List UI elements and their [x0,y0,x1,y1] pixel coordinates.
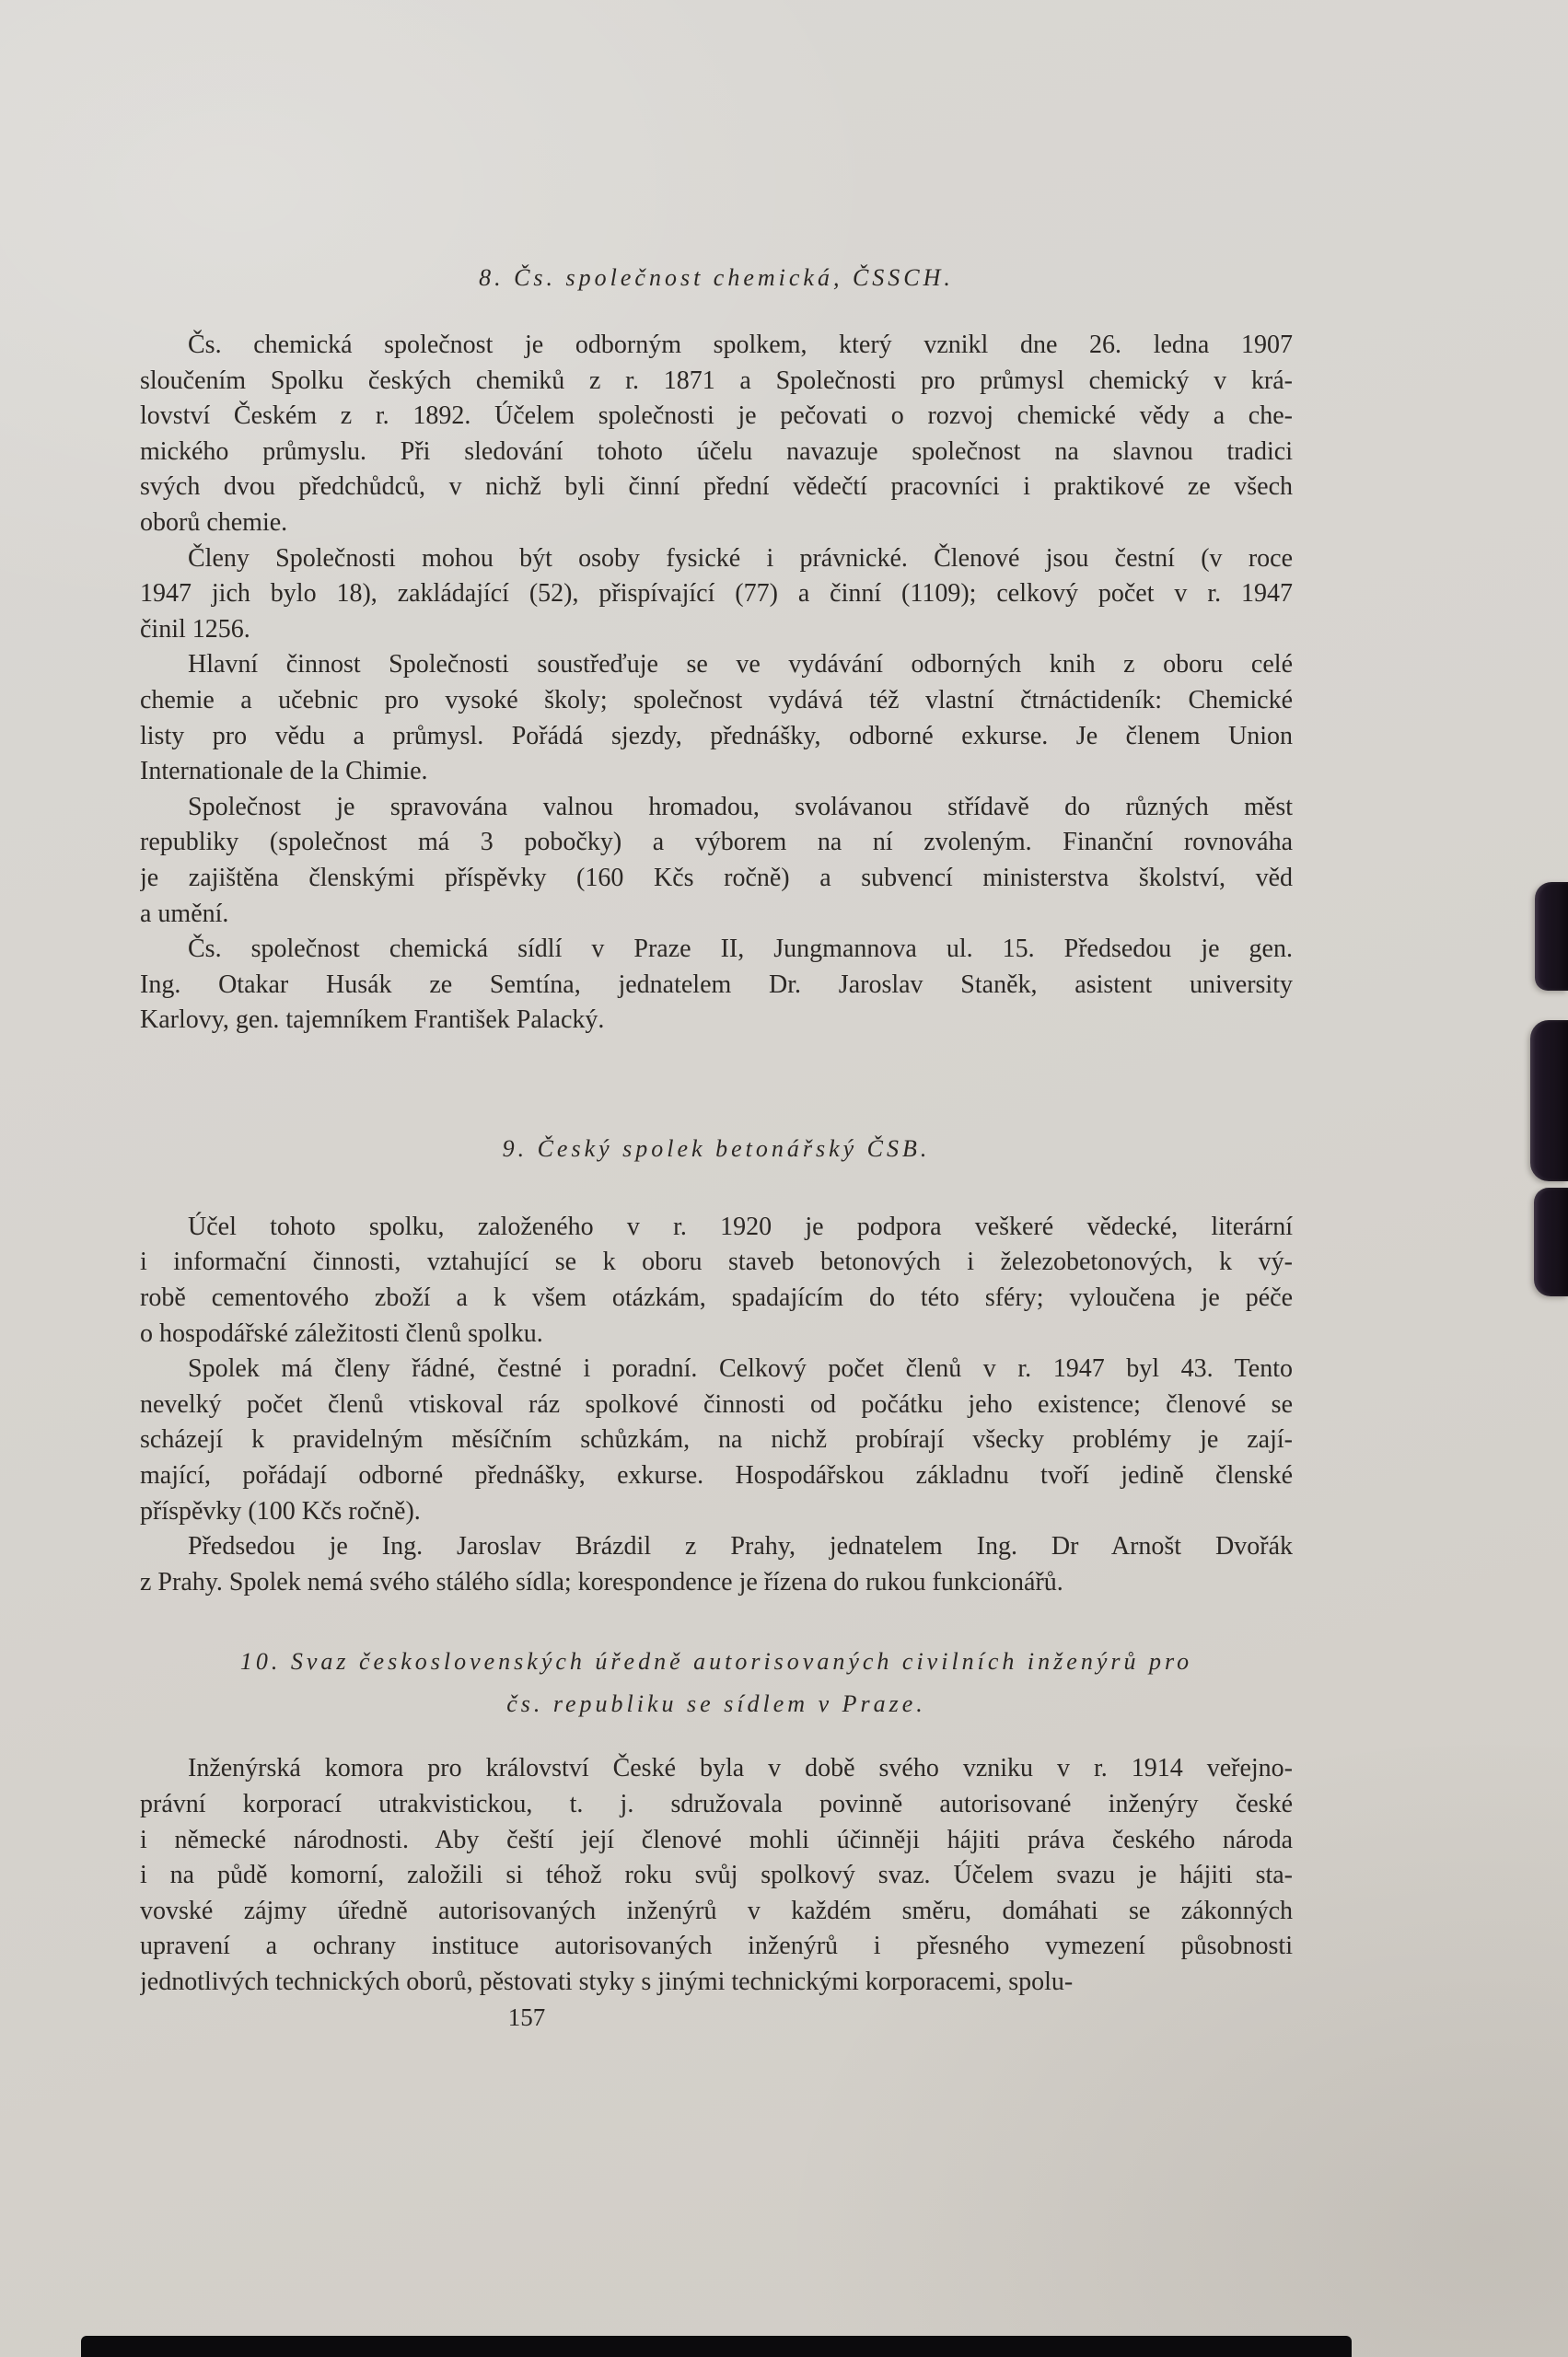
text-line: jednotlivých technických oborů, pěstovati styky s jinými technickými korporacemi, spolu- [140,1967,1074,1996]
text-line: a umění. [140,899,229,928]
table-edge-bar [81,2336,1352,2357]
text-line: příspěvky (100 Kčs ročně). [140,1496,421,1526]
text-line: Internationale de la Chimie. [140,757,428,786]
heading-line: čs. republiku se sídlem v Praze. [506,1690,926,1718]
text-line: Čs. chemická společnost je odborným spolkem, který vznikl dne 26. ledna 1907 [188,331,1293,359]
text-line: Inženýrská komora pro království České byla v době svého vzniku v r. 1914 veřejno- [188,1754,1293,1783]
text-line: i na půdě komorní, založili si téhož roku svůj spolkový svaz. Účelem svazu je hájiti sta- [140,1861,1293,1890]
text-line: i německé národnosti. Aby čeští její členové mohli účinněji hájiti práva českého národa [140,1825,1293,1854]
paragraph-7 [140,1352,1293,1529]
text-line: nevelký počet členů vtiskoval ráz spolkové činnosti od počátku jeho existence; členové se [140,1389,1293,1419]
heading-line: 8. Čs. společnost chemická, ČSSCH. [479,264,954,291]
paragraph-6 [140,1210,1293,1352]
paragraph-2 [140,541,1293,648]
text-line: je zajištěna členskými příspěvky (160 Kčs ročně) a subvencí ministerstva školství, věd [140,863,1293,892]
text-line: Karlovy, gen. tajemníkem František Palacký. [140,1005,605,1035]
paragraph-1 [140,328,1293,541]
text-line: mající, pořádají odborné přednášky, exkurse. Hospodářskou základnu tvoří jedině členské [140,1461,1293,1491]
binding-coil [1534,1188,1568,1296]
paragraph-5 [140,932,1293,1039]
text-line: sloučením Spolku českých chemiků z r. 1871 a Společnosti pro průmysl chemický v krá- [140,366,1293,395]
text-line: upravení a ochrany instituce autorisovaných inženýrů i přesného vymezení působnosti [140,1932,1293,1961]
text-line: oborů chemie. [140,507,288,537]
section-10-heading [140,1641,1293,1725]
text-line: z Prahy. Spolek nemá svého stálého sídla; korespondence je řízena do rukou funkcionářů. [140,1567,1063,1596]
section-9-heading [140,1131,1293,1167]
heading-line: 9. Český spolek betonářský ČSB. [502,1134,931,1162]
text-line: Ing. Otakar Husák ze Semtína, jednatelem Dr. Jaroslav Staněk, asistent university [140,970,1293,999]
text-line: lovství Českém z r. 1892. Účelem společnosti je pečovati o rozvoj chemické vědy a che- [140,401,1293,431]
text-line: Předsedou je Ing. Jaroslav Brázdil z Prahy, jednatelem Ing. Dr Arnošt Dvořák [188,1532,1293,1562]
paragraph-9 [140,1751,1293,2000]
text-line: Čs. společnost chemická sídlí v Praze II, Jungmannova ul. 15. Předsedou je gen. [188,935,1293,964]
binding-coil [1535,882,1568,991]
text-line: listy pro vědu a průmysl. Pořádá sjezdy, přednášky, odborné exkurse. Je členem Union [140,721,1293,750]
text-line: Hlavní činnost Společnosti soustřeďuje se ve vydávání odborných knih z oboru celé [188,650,1293,679]
text-line: Spolek má členy řádné, čestné i poradní. Celkový počet členů v r. 1947 byl 43. Tento [188,1354,1293,1384]
text-column [140,260,1293,2001]
page-number: 157 [507,2003,546,2031]
text-line: robě cementového zboží a k všem otázkám, spadajícím do této sféry; vyloučena je péče [140,1283,1293,1313]
heading-line: 10. Svaz československých úředně autorisovaných civilních inženýrů pro [239,1648,1193,1676]
text-line: vovské zájmy úředně autorisovaných inženýrů v každém směru, domáhati se zákonných [140,1896,1293,1925]
text-line: o hospodářské záležitosti členů spolku. [140,1318,543,1348]
paragraph-8 [140,1529,1293,1600]
binding-coil [1530,1020,1568,1181]
text-line: Účel tohoto spolku, založeného v r. 1920 je podpora veškeré vědecké, literární [188,1212,1293,1241]
text-line: chemie a učebnic pro vysoké školy; společnost vydává též vlastní čtrnáctideník: Chemické [140,685,1293,714]
text-line: Společnost je spravována valnou hromadou, svolávanou střídavě do různých měst [188,792,1293,821]
text-line: Členy Společnosti mohou být osoby fysické i právnické. Členové jsou čestní (v roce [188,543,1293,573]
paragraph-3 [140,647,1293,789]
text-line: republiky (společnost má 3 pobočky) a výborem na ní zvoleným. Finanční rovnováha [140,828,1293,857]
text-line: svých dvou předchůdců, v nichž byli činní přední vědečtí pracovníci i praktikové ze všech [140,472,1293,502]
text-line: scházejí k pravidelným měsíčním schůzkám, na nichž probírají všecky problémy je zají- [140,1425,1293,1455]
text-line: 1947 jich bylo 18), zakládající (52), přispívající (77) a činní (1109); celkový počet v r. 1947 [140,579,1293,609]
text-line: činil 1256. [140,614,250,644]
text-line: i informační činnosti, vztahující se k oboru staveb betonových i železobetonových, k vý- [140,1248,1293,1277]
section-8-heading [140,260,1293,296]
text-line: právní korporací utrakvistickou, t. j. sdružovala povinně autorisované inženýry české [140,1790,1293,1818]
paragraph-4 [140,790,1293,932]
text-line: mického průmyslu. Při sledování tohoto účelu navazuje společnost na slavnou tradici [140,436,1293,466]
